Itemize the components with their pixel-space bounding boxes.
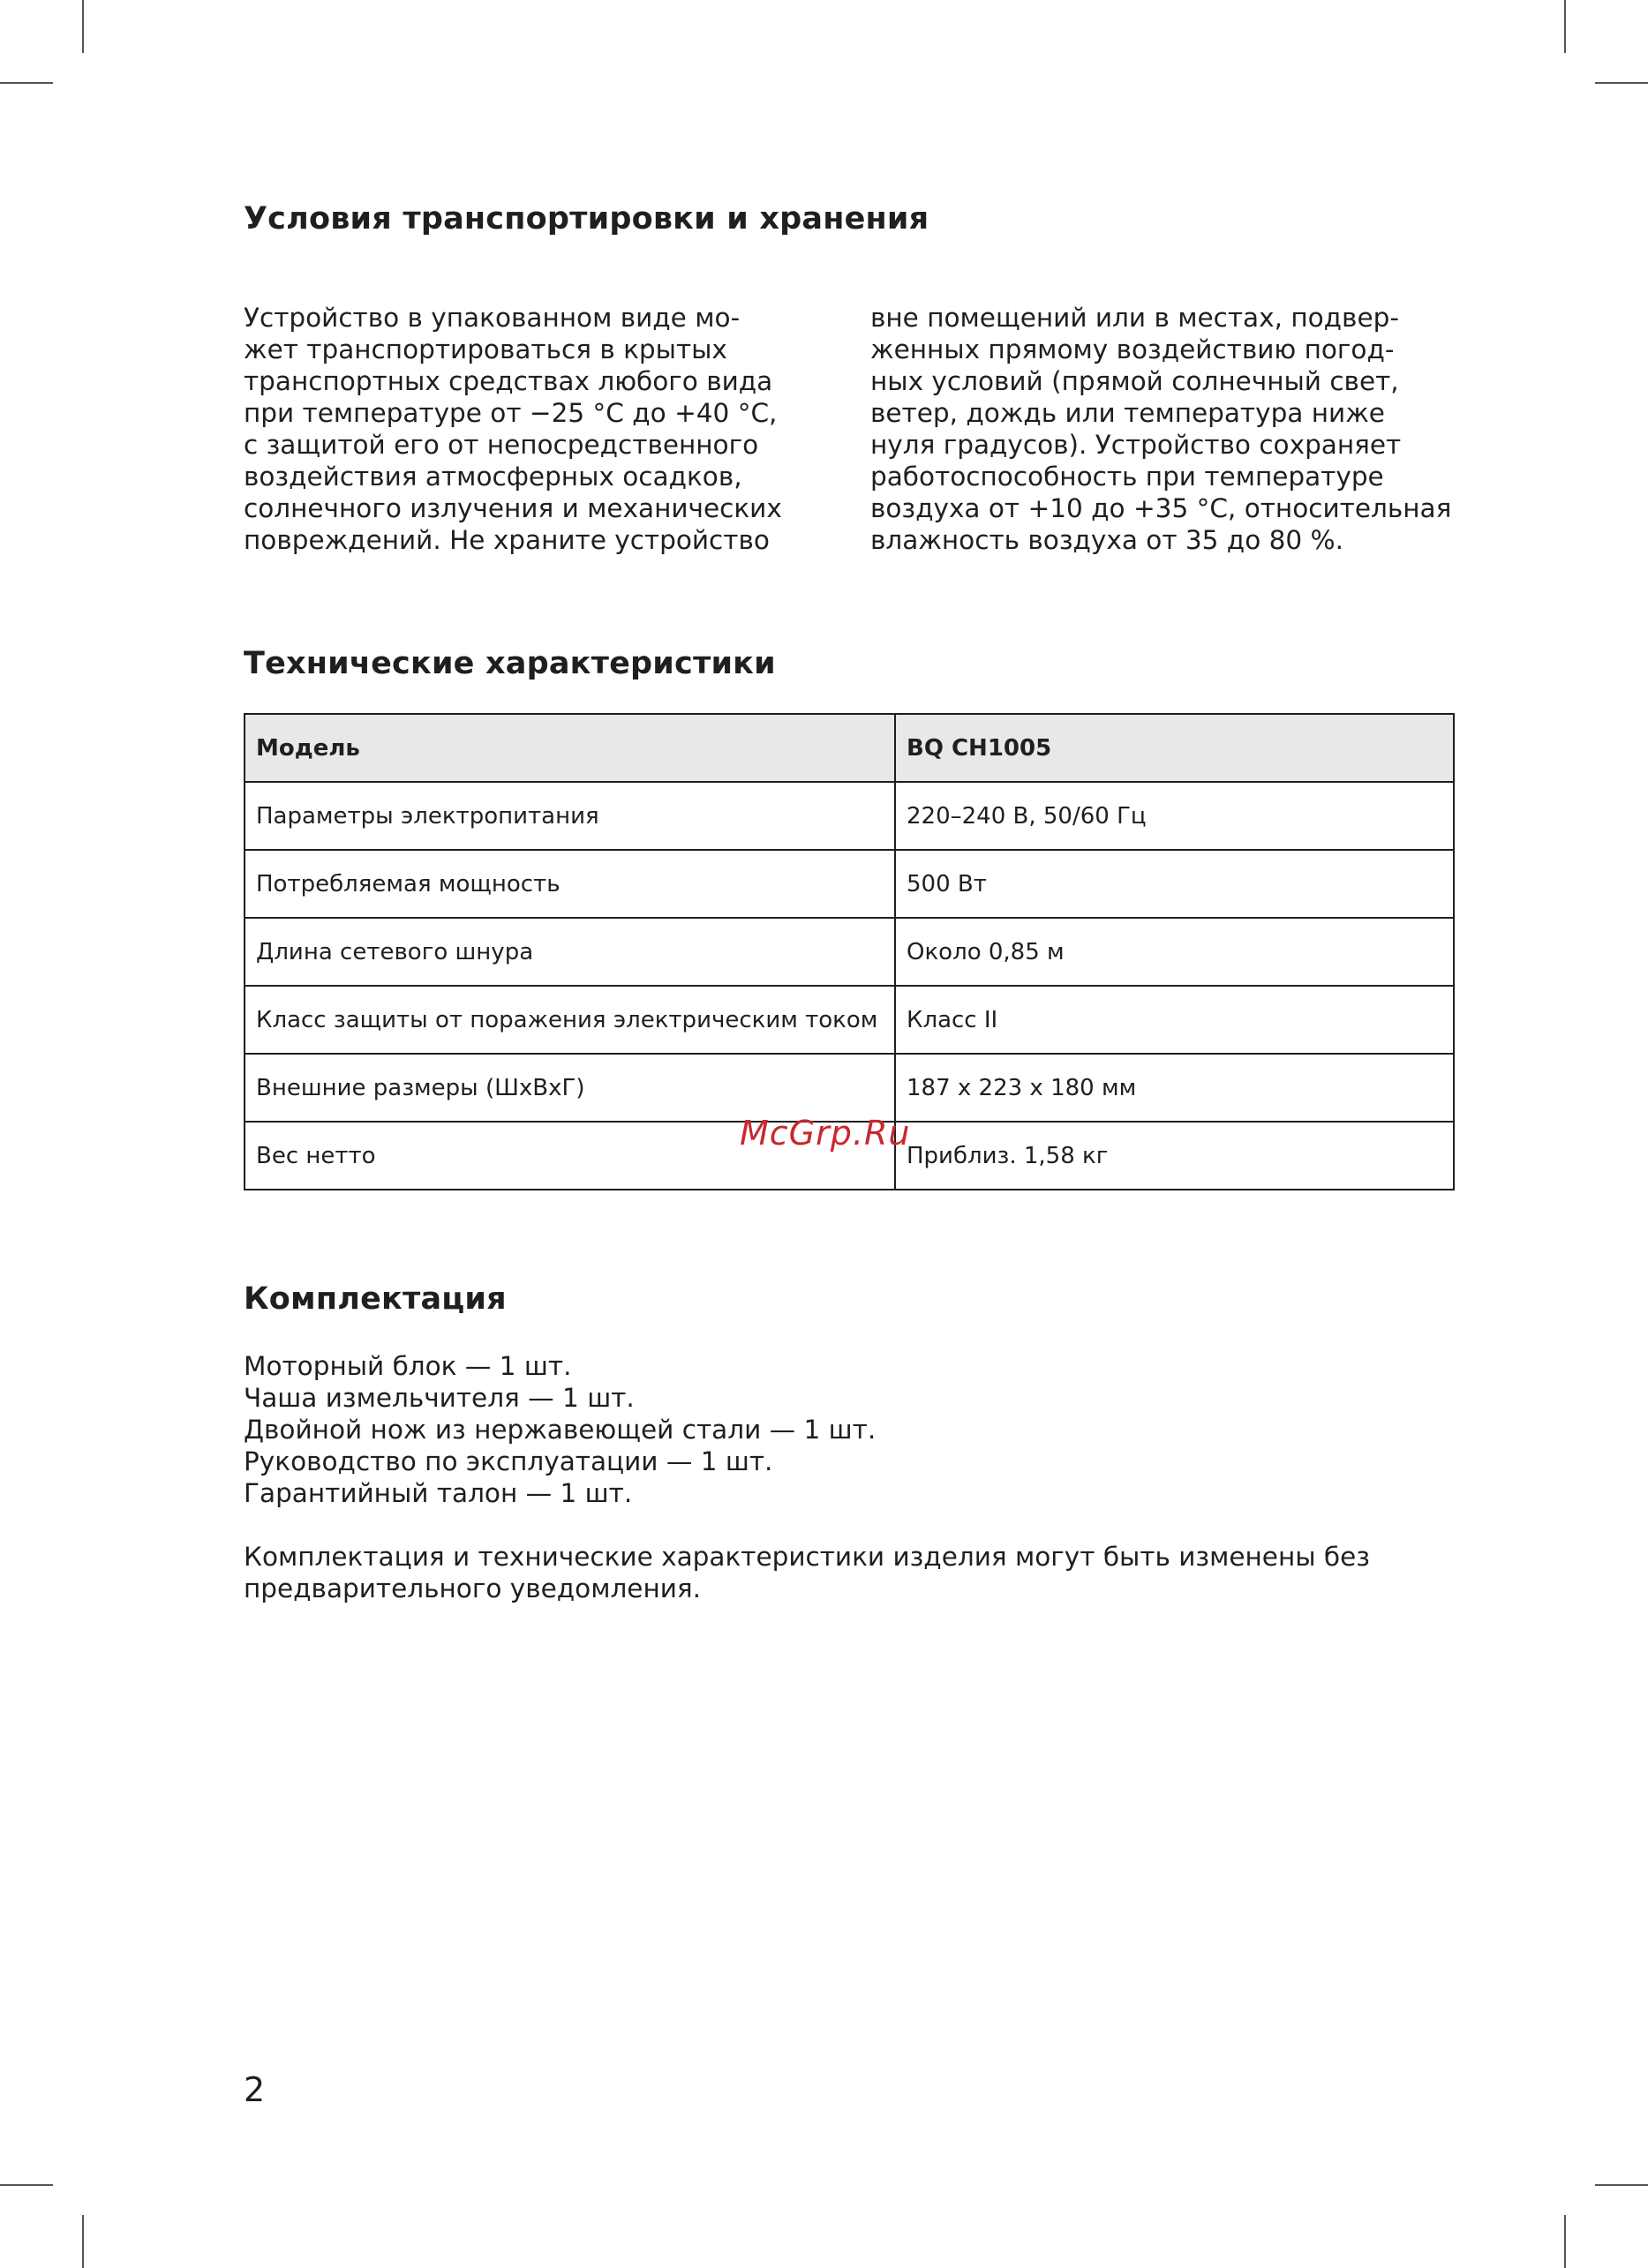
table-row bbox=[245, 782, 1454, 850]
table-cell-value: Приблиз. 1,58 кг bbox=[895, 1122, 1454, 1190]
text-line: ных условий (прямой солнечный свет, bbox=[870, 366, 1399, 396]
crop-mark bbox=[0, 2184, 53, 2186]
specs-heading: Технические характеристики bbox=[244, 646, 776, 681]
page-number: 2 bbox=[244, 2070, 266, 2109]
storage-heading: Условия транспортировки и хранения bbox=[244, 201, 929, 237]
contents-note bbox=[244, 1541, 1370, 1604]
table-cell-value: 500 Вт bbox=[895, 850, 1454, 918]
text-line: воздействия атмосферных осадков, bbox=[244, 462, 742, 492]
table-cell-value: Класс II bbox=[895, 986, 1454, 1054]
table-row bbox=[245, 850, 1454, 918]
watermark: McGrp.Ru bbox=[740, 1114, 911, 1153]
contents-heading: Комплектация bbox=[244, 1281, 507, 1317]
table-cell-label: Внешние размеры (ШхВхГ) bbox=[245, 1054, 895, 1122]
text-line: влажность воздуха от 35 до 80 %. bbox=[870, 525, 1343, 555]
crop-mark bbox=[1595, 82, 1648, 84]
text-line: вне помещений или в местах, подвер- bbox=[870, 303, 1399, 333]
text-line: Устройство в упакованном виде мо- bbox=[244, 303, 741, 333]
list-item: Моторный блок — 1 шт. bbox=[244, 1351, 572, 1381]
text-line: транспортных средствах любого вида bbox=[244, 366, 773, 396]
text-line: с защитой его от непосредственного bbox=[244, 430, 759, 460]
crop-mark bbox=[82, 2215, 84, 2268]
crop-mark bbox=[82, 0, 84, 53]
table-cell-label: Длина сетевого шнура bbox=[245, 918, 895, 986]
table-cell-value: 187 x 223 x 180 мм bbox=[895, 1054, 1454, 1122]
storage-text-right bbox=[870, 302, 1452, 556]
table-header-row bbox=[245, 714, 1454, 782]
crop-mark bbox=[1564, 2215, 1566, 2268]
text-line: Комплектация и технические характеристики изделия могут быть изменены без bbox=[244, 1542, 1370, 1572]
text-line: солнечного излучения и механических bbox=[244, 493, 782, 523]
table-cell-label: Потребляемая мощность bbox=[245, 850, 895, 918]
text-line: жет транспортироваться в крытых bbox=[244, 334, 727, 364]
table-header-cell: BQ CH1005 bbox=[895, 714, 1454, 782]
crop-mark bbox=[1564, 0, 1566, 53]
list-item: Двойной нож из нержавеющей стали — 1 шт. bbox=[244, 1415, 877, 1445]
table-cell-label: Параметры электропитания bbox=[245, 782, 895, 850]
text-line: работоспособность при температуре bbox=[870, 462, 1384, 492]
text-line: предварительного уведомления. bbox=[244, 1573, 702, 1603]
list-item: Гарантийный талон — 1 шт. bbox=[244, 1478, 633, 1508]
table-row bbox=[245, 918, 1454, 986]
text-line: нуля градусов). Устройство сохраняет bbox=[870, 430, 1402, 460]
table-header-cell: Модель bbox=[245, 714, 895, 782]
text-line: ветер, дождь или температура ниже bbox=[870, 398, 1385, 428]
text-line: женных прямому воздействию погод- bbox=[870, 334, 1395, 364]
table-row bbox=[245, 986, 1454, 1054]
crop-mark bbox=[0, 82, 53, 84]
list-item: Чаша измельчителя — 1 шт. bbox=[244, 1383, 635, 1413]
table-row bbox=[245, 1054, 1454, 1122]
list-item: Руководство по эксплуатации — 1 шт. bbox=[244, 1446, 773, 1476]
contents-list bbox=[244, 1350, 876, 1509]
text-line: повреждений. Не храните устройство bbox=[244, 525, 770, 555]
table-cell-value: Около 0,85 м bbox=[895, 918, 1454, 986]
text-line: воздуха от +10 до +35 °C, относительная bbox=[870, 493, 1452, 523]
text-line: при температуре от −25 °C до +40 °C, bbox=[244, 398, 778, 428]
table-cell-label: Класс защиты от поражения электрическим током bbox=[245, 986, 895, 1054]
crop-mark bbox=[1595, 2184, 1648, 2186]
table-cell-value: 220–240 В, 50/60 Гц bbox=[895, 782, 1454, 850]
table-cell-label: Вес нетто bbox=[245, 1122, 895, 1190]
storage-text-left bbox=[244, 302, 809, 556]
